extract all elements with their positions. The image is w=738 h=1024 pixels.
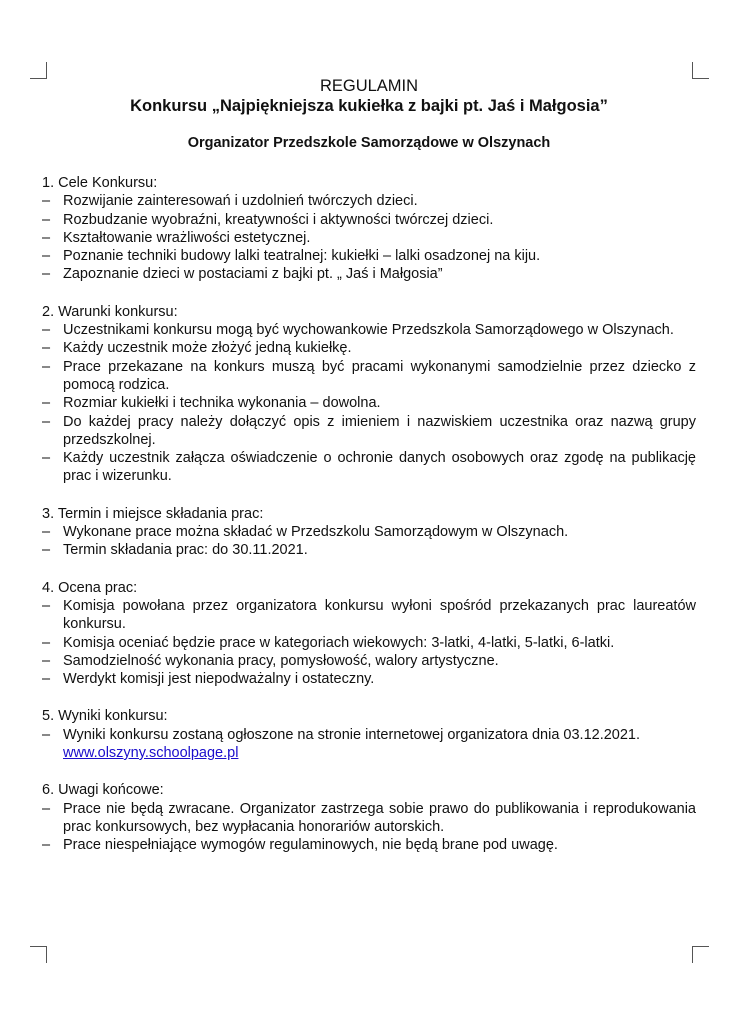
list-item-text: Do każdej pracy należy dołączyć opis z imieniem i nazwiskiem uczestnika oraz nazwą grupy przedszkolnej. xyxy=(63,413,696,448)
section-conditions xyxy=(42,303,696,486)
dash-marker: – xyxy=(42,248,51,265)
list-item-text: Rozbudzanie wyobraźni, kreatywności i aktywności twórczej dzieci. xyxy=(63,211,494,228)
dash-marker: – xyxy=(42,837,51,854)
dash-marker: – xyxy=(42,229,51,246)
document-page xyxy=(42,76,696,855)
dash-marker: – xyxy=(42,542,51,559)
dash-marker: – xyxy=(42,211,51,228)
section-deadline xyxy=(42,505,696,560)
list-item-text: Kształtowanie wrażliwości estetycznej. xyxy=(63,229,311,246)
section-title: 4. Ocena prac: xyxy=(42,579,138,596)
list-item-text: Uczestnikami konkursu mogą być wychowankowie Przedszkola Samorządowego w Olszynach. xyxy=(63,322,674,339)
dash-marker: – xyxy=(42,450,51,467)
organizer-line: Organizator Przedszkole Samorządowe w Olszynach xyxy=(187,135,551,151)
list-item xyxy=(42,321,696,339)
list-item xyxy=(42,339,696,357)
dash-marker: – xyxy=(42,266,51,283)
list-item xyxy=(42,800,696,837)
section-title: 6. Uwagi końcowe: xyxy=(42,782,164,799)
section-title: 5. Wyniki konkursu: xyxy=(42,708,168,725)
section-results xyxy=(42,707,696,762)
document-header xyxy=(42,76,696,152)
section-title: 3. Termin i miejsce składania prac: xyxy=(42,505,264,522)
list-item-text: Komisja powołana przez organizatora konkursu wyłoni spośród przekazanych prac laureatów konkursu. xyxy=(63,597,696,633)
list-item xyxy=(42,634,696,652)
contest-title: Konkursu „Najpiękniejsza kukiełka z bajki pt. Jaś i Małgosia” xyxy=(130,97,608,115)
dash-marker: – xyxy=(42,652,51,669)
list-item-text: Rozwijanie zainteresowań i uzdolnień twórczych dzieci. xyxy=(63,193,418,210)
dash-marker: – xyxy=(42,800,51,817)
list-item-text: Werdykt komisji jest niepodważalny i ostateczny. xyxy=(63,671,375,688)
list-item xyxy=(42,211,696,229)
list-item xyxy=(42,394,696,412)
section-title: 2. Warunki konkursu: xyxy=(42,303,178,320)
list-item xyxy=(42,229,696,247)
dash-marker: – xyxy=(42,726,51,743)
dash-marker: – xyxy=(42,413,51,430)
section-title: 1. Cele Konkursu: xyxy=(42,175,158,191)
list-item xyxy=(42,652,696,670)
list-item-text: Prace nie będą zwracane. Organizator zastrzega sobie prawo do publikowania i reprodukowania prac konkursowych, bez wypłacania honorariów autorskich. xyxy=(63,800,696,835)
list-item xyxy=(42,449,696,486)
dash-marker: – xyxy=(42,193,51,210)
list-item xyxy=(42,192,696,210)
list-item-text: Wykonane prace można składać w Przedszkolu Samorządowym w Olszynach. xyxy=(63,524,569,541)
dash-marker: – xyxy=(42,671,51,688)
list-item xyxy=(42,247,696,265)
list-item-text: Prace niespełniające wymogów regulaminowych, nie będą brane pod uwagę. xyxy=(63,837,558,854)
list-item-text: Każdy uczestnik załącza oświadczenie o ochronie danych osobowych oraz zgodę na publikację prac i wizerunku. xyxy=(63,450,696,485)
list-item-text: Zapoznanie dzieci w postaciami z bajki pt. „ Jaś i Małgosia” xyxy=(63,266,443,283)
section-evaluation xyxy=(42,579,696,689)
list-item-text: Rozmiar kukiełki i technika wykonania – dowolna. xyxy=(63,395,381,412)
list-item xyxy=(42,726,696,763)
dash-marker: – xyxy=(42,340,51,357)
list-item-text: Prace przekazane na konkurs muszą być pracami wykonanymi samodzielnie przez dziecko z pomocą rodzica. xyxy=(63,358,696,393)
list-item xyxy=(42,413,696,450)
list-item-text: Komisja oceniać będzie prace w kategoriach wiekowych: 3-latki, 4-latki, 5-latki, 6-latki. xyxy=(63,634,615,651)
list-item xyxy=(42,523,696,541)
list-item xyxy=(42,836,696,854)
list-item-text: Wyniki konkursu zostaną ogłoszone na stronie internetowej organizatora dnia 03.12.2021. xyxy=(63,726,641,743)
dash-marker: – xyxy=(42,634,51,651)
list-item-text: Poznanie techniki budowy lalki teatralnej: kukiełki – lalki osadzonej na kiju. xyxy=(63,248,541,265)
list-item xyxy=(42,597,696,634)
section-final-notes xyxy=(42,781,696,854)
section-goals xyxy=(42,174,696,284)
list-item xyxy=(42,541,696,559)
list-item xyxy=(42,670,696,688)
website-link[interactable]: www.olszyny.schoolpage.pl xyxy=(63,745,239,762)
list-item-text: Każdy uczestnik może złożyć jedną kukiełkę. xyxy=(63,340,352,357)
dash-marker: – xyxy=(42,322,51,339)
list-item xyxy=(42,358,696,395)
dash-marker: – xyxy=(42,358,51,375)
crop-mark-bottom-left xyxy=(30,946,47,963)
crop-mark-bottom-right xyxy=(692,946,709,963)
list-item xyxy=(42,265,696,283)
list-item-text: Samodzielność wykonania pracy, pomysłowość, walory artystyczne. xyxy=(63,652,499,669)
dash-marker: – xyxy=(42,524,51,541)
list-item-text: Termin składania prac: do 30.11.2021. xyxy=(63,542,308,559)
document-title: REGULAMIN xyxy=(319,77,419,95)
dash-marker: – xyxy=(42,395,51,412)
dash-marker: – xyxy=(42,597,51,614)
